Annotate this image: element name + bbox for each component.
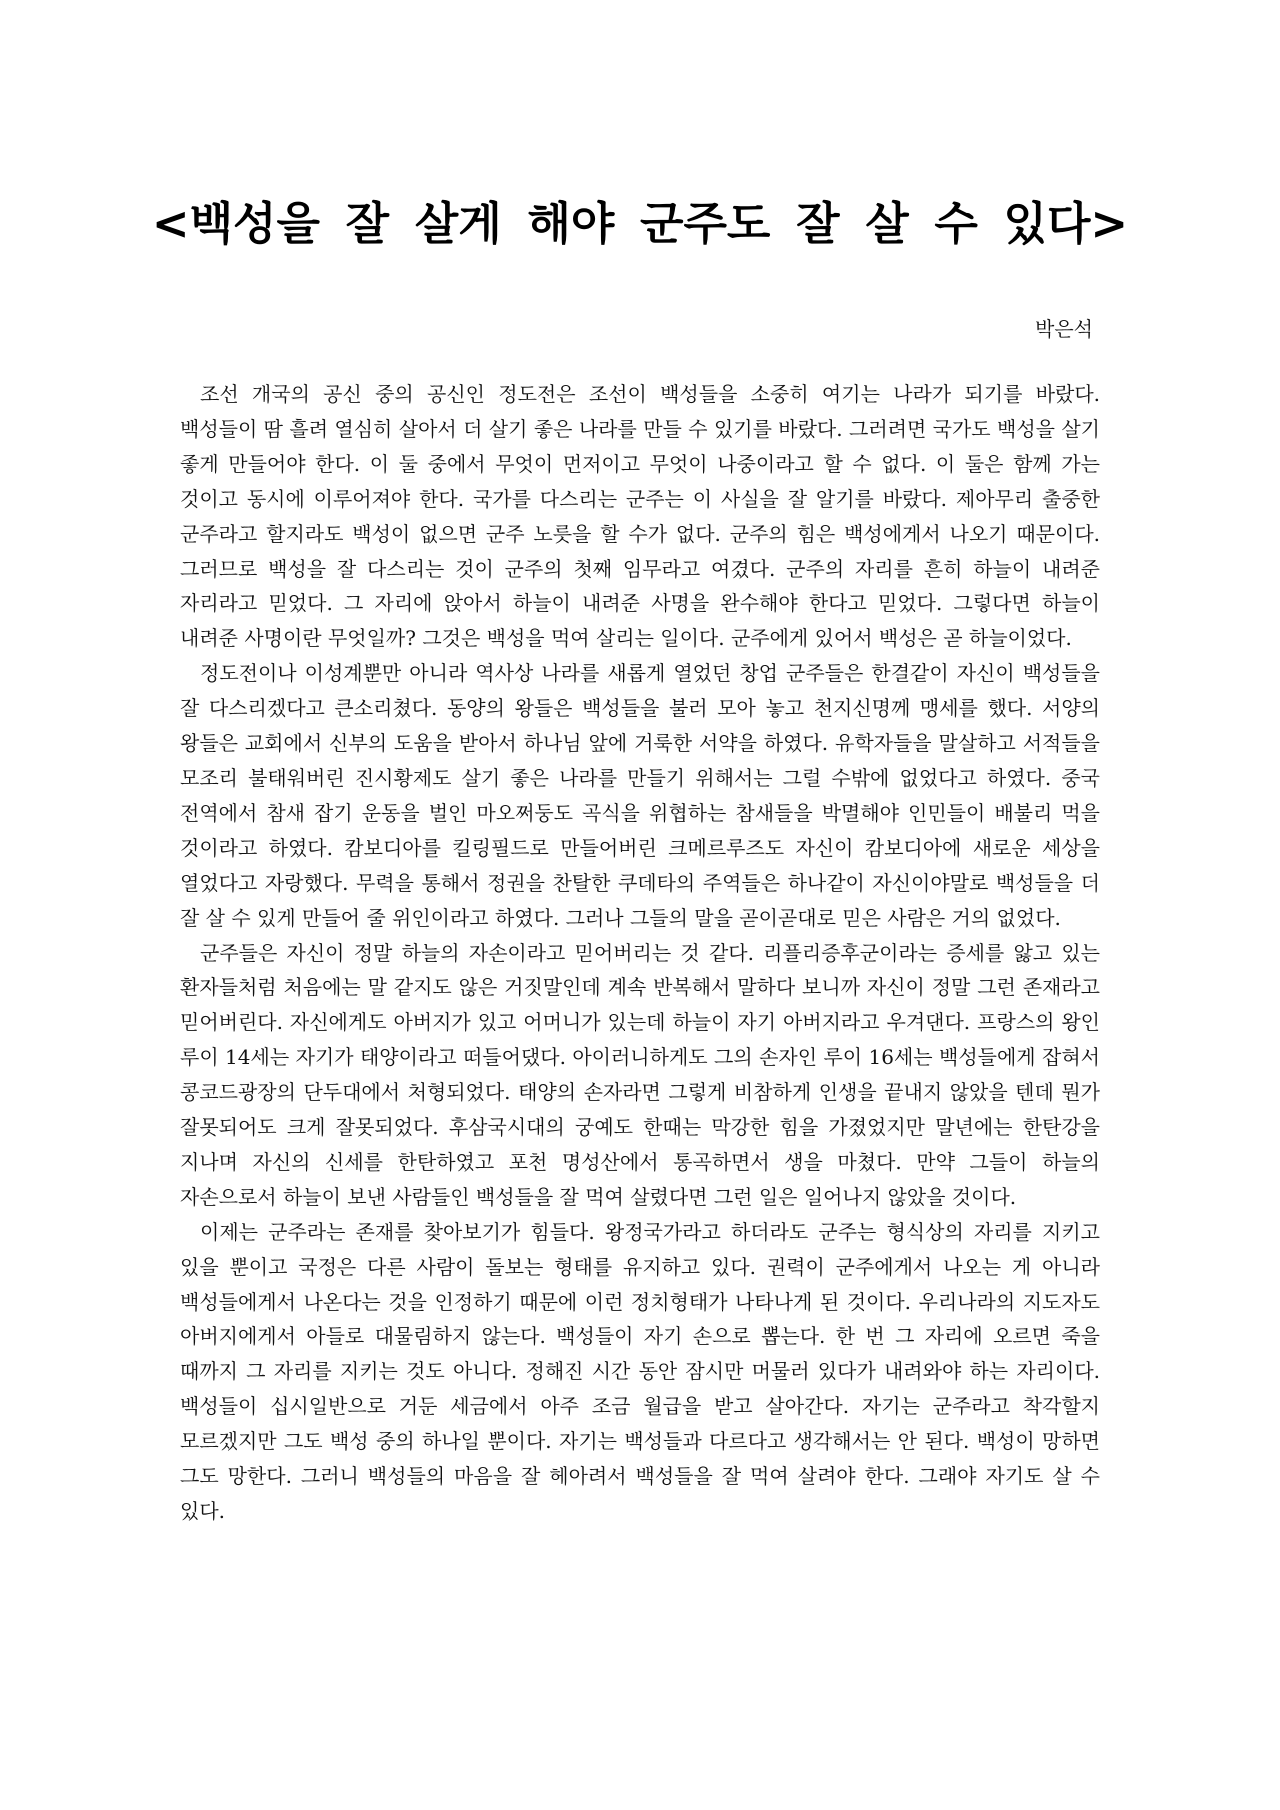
- body-paragraph: 정도전이나 이성계뿐만 아니라 역사상 나라를 새롭게 열었던 창업 군주들은 한결같이 자신이 백성들을 잘 다스리겠다고 큰소리쳤다. 동양의 왕들은 백성들을 불러 모아 놓고 천지신명께 맹세를 했다. 서양의 왕들은 교회에서 신부의 도움을 받아서 하나님 앞에 거룩한 서약을 하였다. 유학자들을 말살하고 서적들을 모조리 불태워버린 진시황제도 살기 좋은 나라를 만들기 위해서는 그럴 수밖에 없었다고 하였다. 중국 전역에서 참새 잡기 운동을 벌인 마오쩌둥도 곡식을 위협하는 참새들을 박멸해야 인민들이 배불리 먹을 것이라고 하였다. 캄보디아를 킬링필드로 만들어버린 크메르루즈도 자신이 캄보디아에 새로운 세상을 열었다고 자랑했다. 무력을 통해서 정권을 찬탈한 쿠데타의 주역들은 하나같이 자신이야말로 백성들을 더 잘 살 수 있게 만들어 줄 위인이라고 하였다. 그러나 그들의 말을 곧이곧대로 믿은 사람은 거의 없었다.: [180, 661, 1100, 930]
- body-paragraph: 이제는 군주라는 존재를 찾아보기가 힘들다. 왕정국가라고 하더라도 군주는 형식상의 자리를 지키고 있을 뿐이고 국정은 다른 사람이 돌보는 형태를 유지하고 있다. 권력이 군주에게서 나오는 게 아니라 백성들에게서 나온다는 것을 인정하기 때문에 이런 정치형태가 나타나게 된 것이다. 우리나라의 지도자도 아버지에게서 아들로 대물림하지 않는다. 백성들이 자기 손으로 뽑는다. 한 번 그 자리에 오르면 죽을 때까지 그 자리를 지키는 것도 아니다. 정해진 시간 동안 잠시만 머물러 있다가 내려와야 하는 자리이다. 백성들이 십시일반으로 거둔 세금에서 아주 조금 월급을 받고 살아간다. 자기는 군주라고 착각할지 모르겠지만 그도 백성 중의 하나일 뿐이다. 자기는 백성들과 다르다고 생각해서는 안 된다. 백성이 망하면 그도 망한다. 그러니 백성들의 마음을 잘 헤아려서 백성들을 잘 먹여 살려야 한다. 그래야 자기도 살 수 있다.: [180, 1219, 1100, 1523]
- body-paragraph: 군주들은 자신이 정말 하늘의 자손이라고 믿어버리는 것 같다. 리플리증후군이라는 증세를 앓고 있는 환자들처럼 처음에는 말 같지도 않은 거짓말인데 계속 반복해서 말하다 보니까 자신이 정말 그런 존재라고 믿어버린다. 자신에게도 아버지가 있고 어머니가 있는데 하늘이 자기 아버지라고 우겨댄다. 프랑스의 왕인 루이 14세는 자기가 태양이라고 떠들어댔다. 아이러니하게도 그의 손자인 루이 16세는 백성들에게 잡혀서 콩코드광장의 단두대에서 처형되었다. 태양의 손자라면 그렇게 비참하게 인생을 끝내지 않았을 텐데 뭔가 잘못되어도 크게 잘못되었다. 후삼국시대의 궁예도 한때는 막강한 힘을 가졌었지만 말년에는 한탄강을 지나며 자신의 신세를 한탄하였고 포천 명성산에서 통곡하면서 생을 마쳤다. 만약 그들이 하늘의 자손으로서 하늘이 보낸 사람들인 백성들을 잘 먹여 살렸다면 그런 일은 일어나지 않았을 것이다.: [180, 940, 1100, 1209]
- document-body: [180, 377, 1100, 1529]
- body-paragraph: 조선 개국의 공신 중의 공신인 정도전은 조선이 백성들을 소중히 여기는 나라가 되기를 바랐다. 백성들이 땀 흘려 열심히 살아서 더 살기 좋은 나라를 만들 수 있기를 바랐다. 그러려면 국가도 백성을 살기 좋게 만들어야 한다. 이 둘 중에서 무엇이 먼저이고 무엇이 나중이라고 할 수 없다. 이 둘은 함께 가는 것이고 동시에 이루어져야 한다. 국가를 다스리는 군주는 이 사실을 잘 알기를 바랐다. 제아무리 출중한 군주라고 할지라도 백성이 없으면 군주 노릇을 할 수가 없다. 군주의 힘은 백성에게서 나오기 때문이다. 그러므로 백성을 잘 다스리는 것이 군주의 첫째 임무라고 여겼다. 군주의 자리를 흔히 하늘이 내려준 자리라고 믿었다. 그 자리에 앉아서 하늘이 내려준 사명을 완수해야 한다고 믿었다. 그렇다면 하늘이 내려준 사명이란 무엇일까? 그것은 백성을 먹여 살리는 일이다. 군주에게 있어서 백성은 곧 하늘이었다.: [180, 382, 1100, 651]
- author-name: 박은석: [1035, 317, 1093, 341]
- document-title: <백성을 잘 살게 해야 군주도 잘 살 수 있다>: [151, 197, 1129, 250]
